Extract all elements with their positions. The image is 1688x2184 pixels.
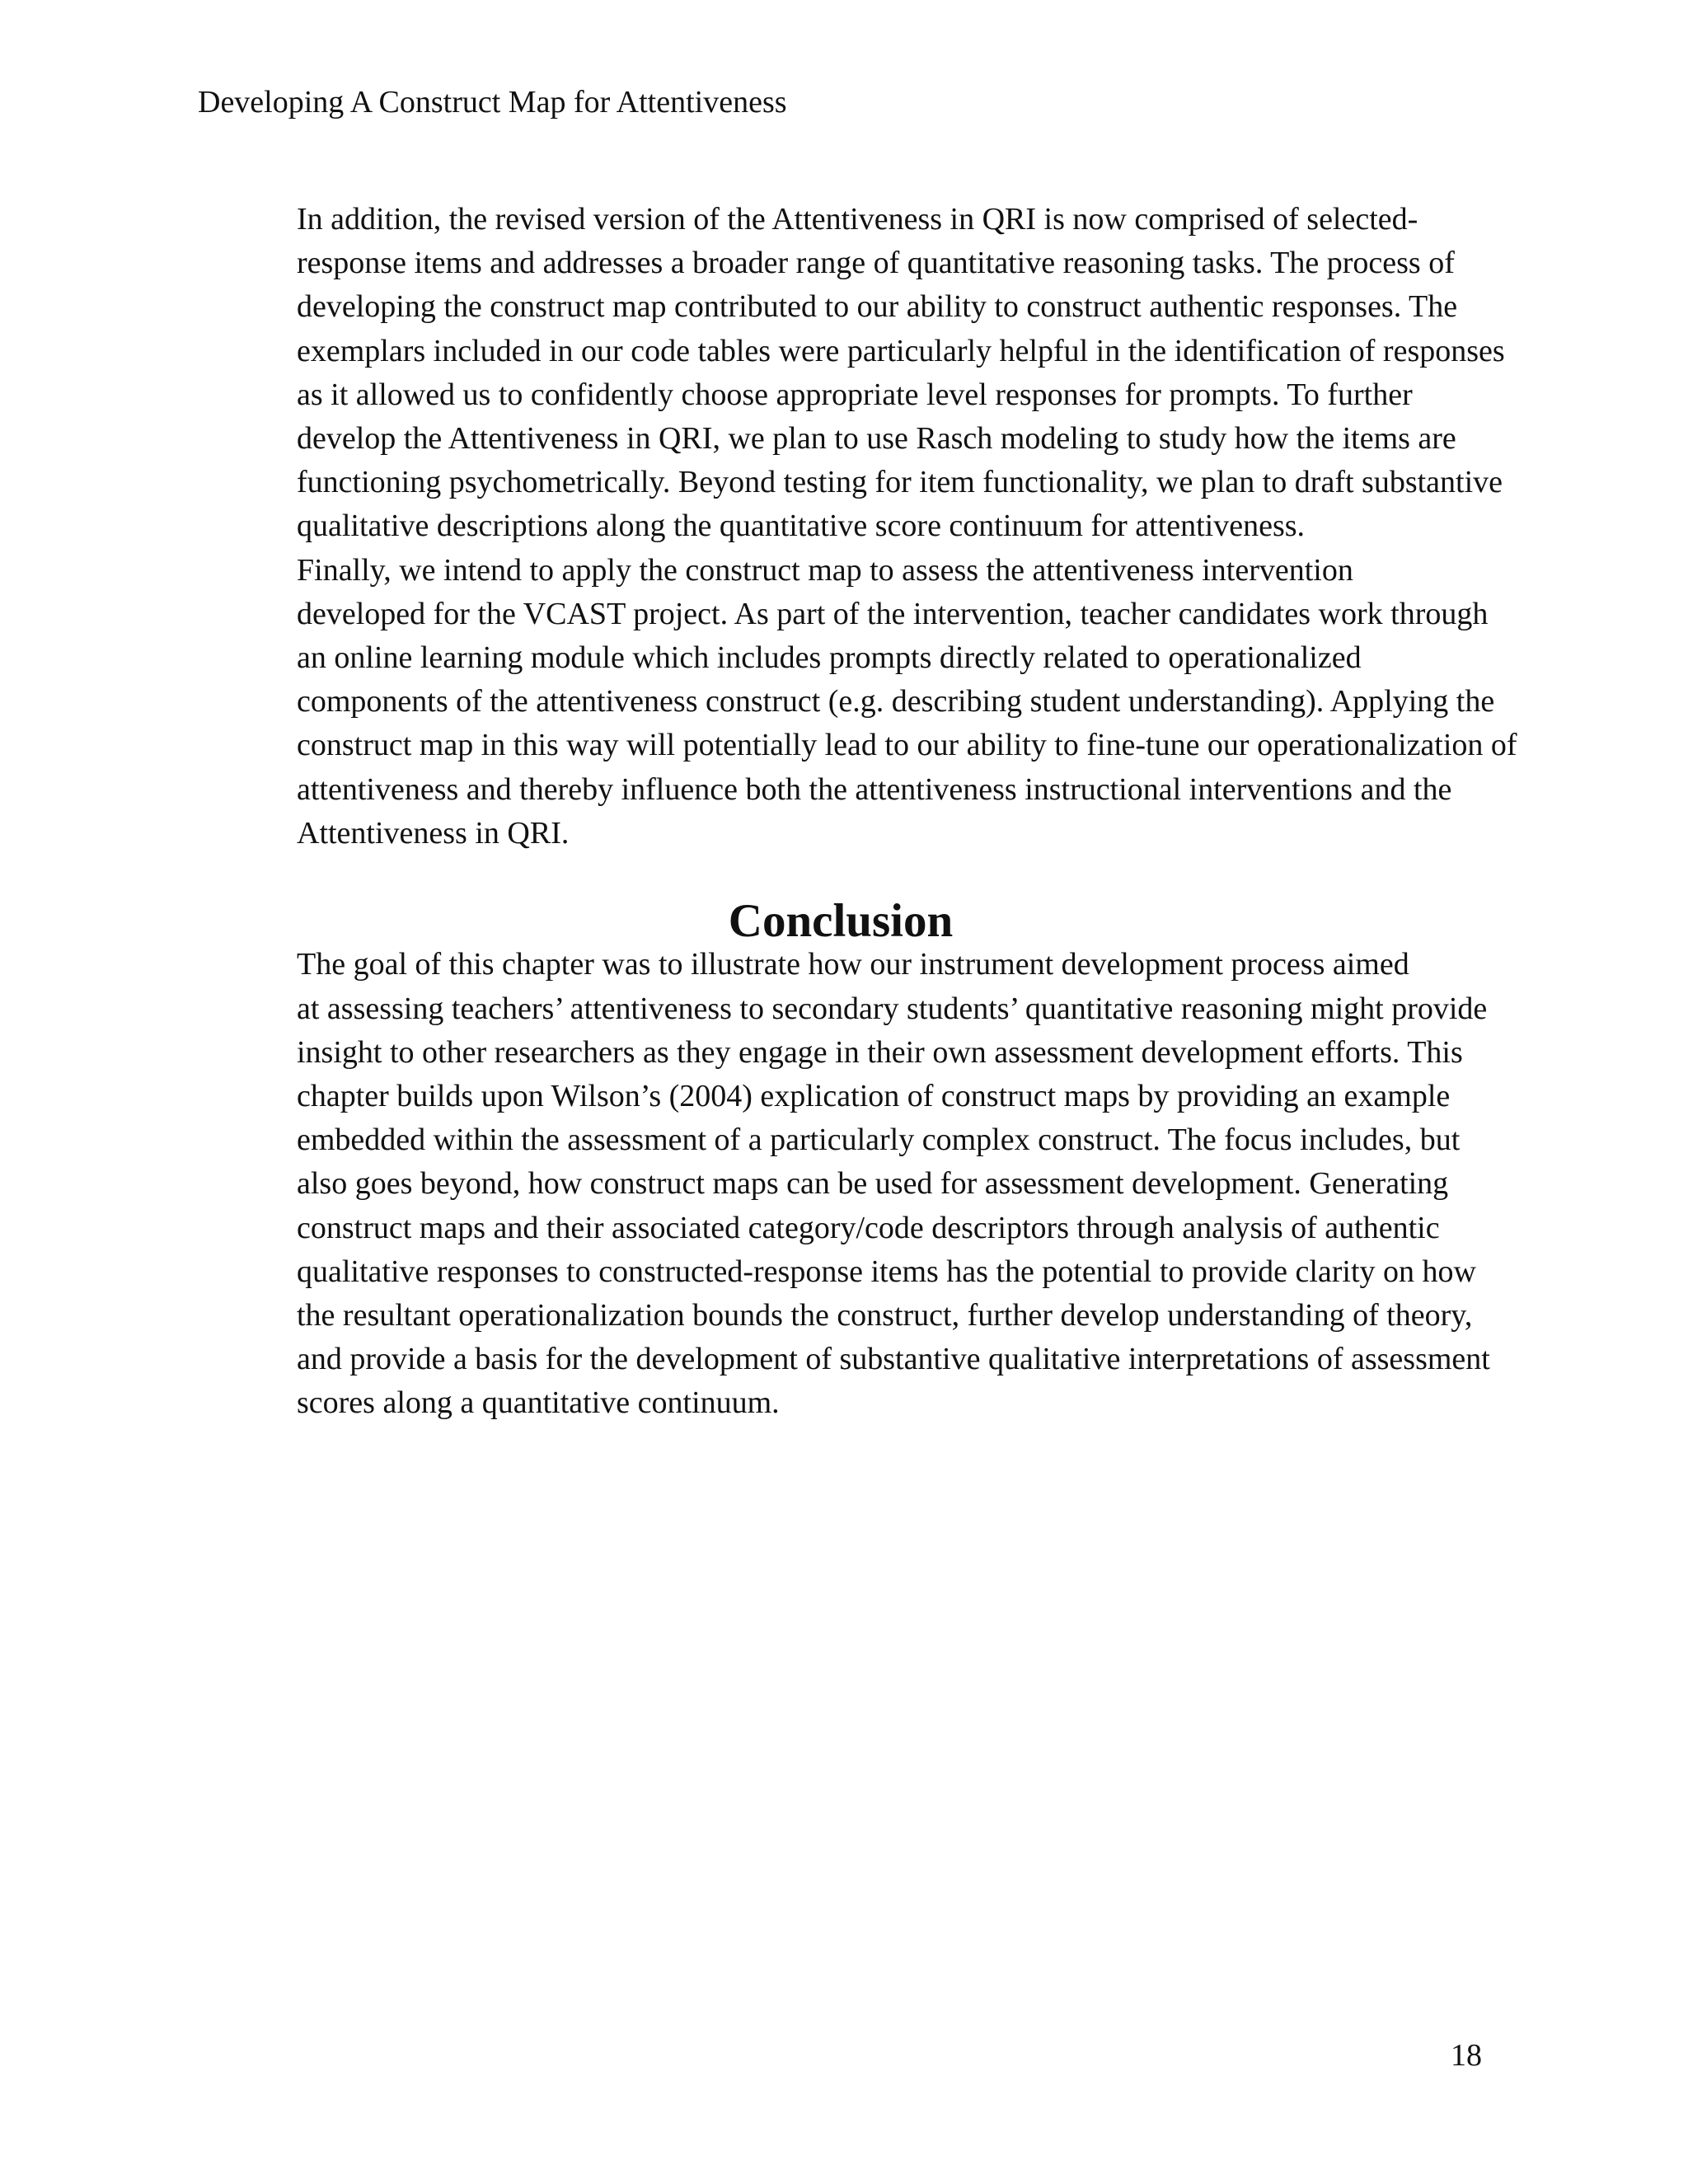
text-line: the resultant operationalization bounds the construct, further develop understanding of theory, (297, 1298, 1473, 1333)
text-line: functioning psychometrically. Beyond testing for item functionality, we plan to draft substantive (297, 465, 1503, 500)
text-line: Attentiveness in QRI. (297, 815, 570, 851)
conclusion-heading: Conclusion (728, 895, 954, 948)
text-line: construct map in this way will potentially lead to our ability to fine-tune our operationalization of (297, 728, 1517, 763)
text-line: embedded within the assessment of a particularly complex construct. The focus includes, but (297, 1122, 1461, 1158)
text-line: an online learning module which includes prompts directly related to operationalized (297, 640, 1362, 676)
text-line: exemplars included in our code tables were particularly helpful in the identification of responses (297, 333, 1505, 368)
text-line: scores along a quantitative continuum. (297, 1385, 780, 1421)
text-line: In addition, the revised version of the Attentiveness in QRI is now comprised of selected- (297, 202, 1418, 237)
text-line: developed for the VCAST project. As part of the intervention, teacher candidates work through (297, 596, 1489, 631)
text-line: chapter builds upon Wilson’s (2004) explication of construct maps by providing an example (297, 1079, 1451, 1114)
text-line: The goal of this chapter was to illustrate how our instrument development process aimed (297, 947, 1409, 982)
text-line: Finally, we intend to apply the construct map to assess the attentiveness intervention (297, 552, 1353, 588)
page-number: 18 (1451, 2038, 1482, 2073)
text-line: components of the attentiveness construct (e.g. describing student understanding). Applying the (297, 684, 1495, 719)
text-line: attentiveness and thereby influence both the attentiveness instructional interventions and the (297, 771, 1452, 807)
running-head: Developing A Construct Map for Attentiveness (198, 85, 787, 120)
text-line: qualitative responses to constructed-response items has the potential to provide clarity on how (297, 1254, 1476, 1289)
paragraph-conclusion (198, 943, 1490, 1425)
body-text (198, 198, 1517, 1426)
text-line: and provide a basis for the development of substantive qualitative interpretations of assessment (297, 1342, 1490, 1377)
text-line: developing the construct map contributed to our ability to construct authentic responses. The (297, 289, 1458, 325)
paragraph-intervention (198, 549, 1517, 855)
text-line: response items and addresses a broader range of quantitative reasoning tasks. The process of (297, 246, 1455, 281)
text-line: construct maps and their associated category/code descriptors through analysis of authentic (297, 1210, 1440, 1245)
text-line: develop the Attentiveness in QRI, we plan to use Rasch modeling to study how the items are (297, 421, 1456, 457)
paragraph-revised-version (198, 198, 1505, 549)
text-line: at assessing teachers’ attentiveness to secondary students’ quantitative reasoning might provide (297, 991, 1488, 1026)
text-line: insight to other researchers as they engage in their own assessment development efforts. This (297, 1034, 1463, 1070)
text-line: as it allowed us to confidently choose appropriate level responses for prompts. To further (297, 377, 1413, 412)
text-line: also goes beyond, how construct maps can be used for assessment development. Generating (297, 1166, 1449, 1202)
text-line: qualitative descriptions along the quantitative score continuum for attentiveness. (297, 509, 1306, 544)
